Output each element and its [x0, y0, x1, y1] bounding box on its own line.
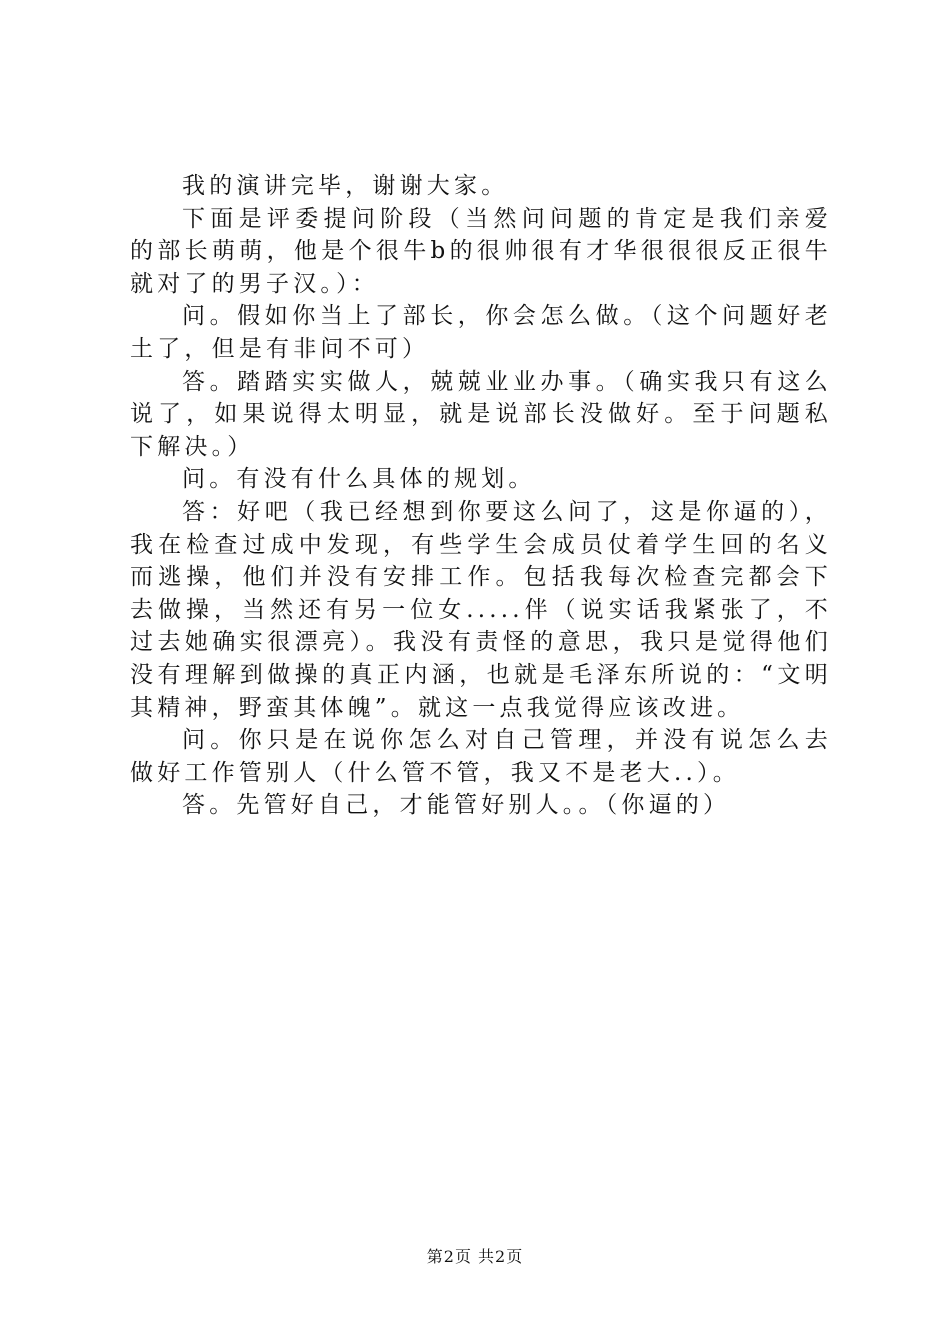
paragraph: 答。踏踏实实做人，兢兢业业办事。（确实我只有这么说了，如果说得太明显，就是说部长没做好。至于问题私下解决。）: [130, 368, 832, 460]
document-body: [130, 170, 832, 822]
paragraph: 问。你只是在说你怎么对自己管理，并没有说怎么去做好工作管别人（什么管不管，我又不是老大..）。: [130, 727, 832, 786]
paragraph: 答：好吧（我已经想到你要这么问了，这是你逼的），我在检查过成中发现，有些学生会成员仗着学生回的名义而逃操，他们并没有安排工作。包括我每次检查完都会下去做操，当然还有另一位女.....伴（说实话我紧张了，不过去她确实很漂亮）。我没有责怪的意思，我只是觉得他们没有理解到做操的真正内涵，也就是毛泽东所说的：“文明其精神，野蛮其体魄”。就这一点我觉得应该改进。: [130, 498, 832, 721]
page-number-footer: 第2页 共2页: [426, 1247, 524, 1266]
paragraph: 答。先管好自己，才能管好别人。。（你逼的）: [182, 792, 731, 819]
paragraph: 我的演讲完毕，谢谢大家。: [182, 173, 509, 199]
paragraph: 问。有没有什么具体的规划。: [182, 466, 536, 493]
paragraph: 问。假如你当上了部长，你会怎么做。（这个问题好老土了，但是有非问不可）: [130, 303, 832, 362]
paragraph: 下面是评委提问阶段（当然问问题的肯定是我们亲爱的部长萌萌，他是个很牛b的很帅很有才华很很很反正很牛就对了的男子汉。）：: [130, 205, 832, 297]
